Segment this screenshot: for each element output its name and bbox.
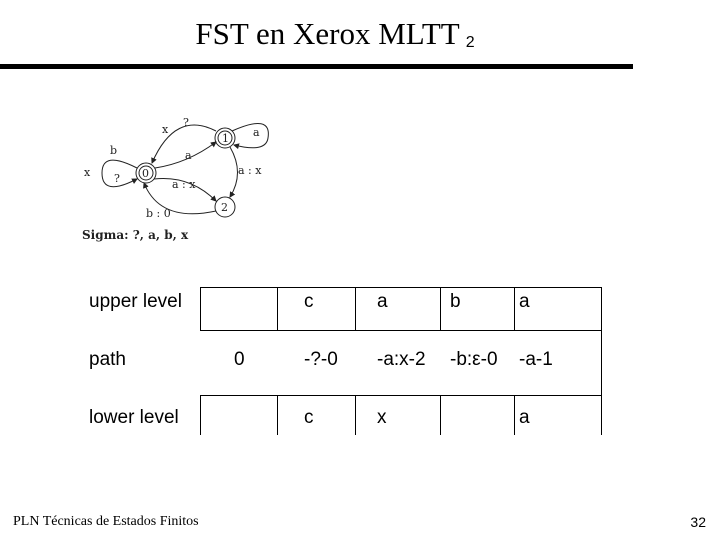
- table-vline-1b: [200, 395, 201, 435]
- footer-text: PLN Técnicas de Estados Finitos: [13, 514, 199, 529]
- table-vline-2: [277, 287, 278, 331]
- edge-label-b: b: [110, 144, 118, 157]
- title-text: FST en Xerox MLTT: [195, 16, 460, 51]
- table-vline-5b: [514, 395, 515, 435]
- edge-1-loop: [232, 123, 268, 147]
- edge-label-x-top: x: [162, 123, 169, 136]
- upper-cell-3: a: [377, 291, 388, 312]
- table-vline-6: [601, 287, 602, 435]
- table-vline-1: [200, 287, 201, 331]
- title-suffix: 2: [465, 34, 475, 51]
- path-cell-4: -b:ε-0: [450, 349, 498, 370]
- edge-label-q-top: ?: [183, 116, 189, 129]
- path-cell-1: 0: [234, 349, 245, 370]
- table-line-3: [200, 395, 602, 396]
- table-vline-3: [355, 287, 356, 331]
- page-number: 32: [690, 514, 706, 530]
- state-1-label: 1: [222, 132, 229, 145]
- state-2-label: 2: [221, 201, 228, 214]
- fst-diagram: [80, 105, 280, 245]
- edge-label-q-loop: ?: [114, 172, 120, 185]
- row-label-lower: lower level: [89, 407, 179, 428]
- table-vline-3b: [355, 395, 356, 435]
- edge-label-ax-mid: a : x: [172, 178, 196, 191]
- upper-cell-4: b: [450, 291, 461, 312]
- edge-label-a-1loop: a: [253, 126, 260, 139]
- lower-cell-2: c: [304, 407, 314, 428]
- table-line-2: [200, 330, 602, 331]
- state-2: [215, 197, 235, 217]
- table-line-top: [200, 287, 602, 288]
- path-cell-2: -?-0: [304, 349, 338, 370]
- state-0: [136, 163, 156, 183]
- edge-label-ax-right: a : x: [238, 164, 262, 177]
- edge-1-to-2: [230, 147, 238, 197]
- lower-cell-5: a: [519, 407, 530, 428]
- slide-title: [0, 14, 670, 63]
- row-label-path: path: [89, 349, 126, 370]
- path-cell-5: -a-1: [519, 349, 553, 370]
- table-vline-2b: [277, 395, 278, 435]
- upper-cell-5: a: [519, 291, 530, 312]
- state-0-label: 0: [142, 167, 149, 180]
- table-vline-5: [514, 287, 515, 331]
- table-vline-4b: [440, 395, 441, 435]
- row-label-upper: upper level: [89, 291, 182, 312]
- edge-label-b0: b : 0: [146, 207, 171, 220]
- path-cell-3: -a:x-2: [377, 349, 426, 370]
- edge-label-x-left: x: [84, 166, 91, 179]
- title-rule: [0, 64, 633, 69]
- lower-cell-3: x: [377, 407, 387, 428]
- sigma-label: Sigma: ?, a, b, x: [82, 228, 189, 242]
- edge-label-a-mid: a: [185, 149, 192, 162]
- path-table: [82, 287, 602, 435]
- upper-cell-2: c: [304, 291, 314, 312]
- table-vline-4: [440, 287, 441, 331]
